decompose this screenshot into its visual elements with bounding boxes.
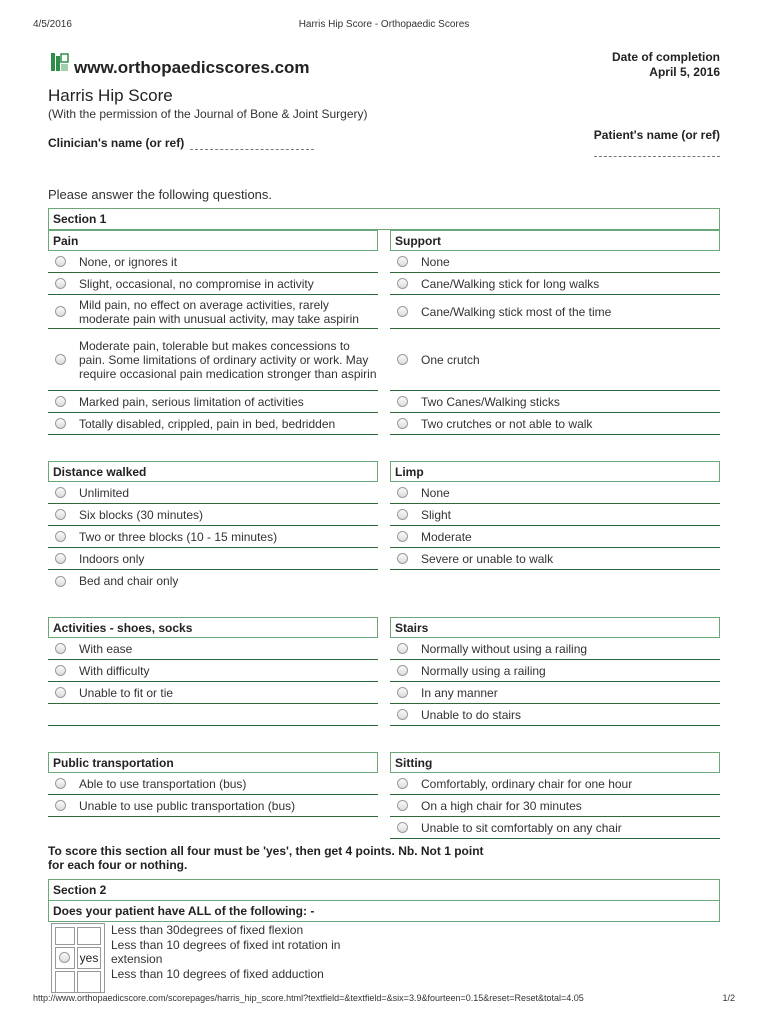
support-option[interactable]: Cane/Walking stick most of the time — [390, 295, 720, 329]
radio-button[interactable] — [397, 687, 408, 698]
sitting-group — [390, 752, 720, 839]
public-transportation-option[interactable]: Able to use transportation (bus) — [48, 773, 378, 795]
stairs-option[interactable]: Normally using a railing — [390, 660, 720, 682]
activities-option[interactable]: With difficulty — [48, 660, 378, 682]
criterion-item: Less than 30degrees of fixed flexion — [111, 923, 304, 937]
pain-option[interactable]: None, or ignores it — [48, 251, 378, 273]
radio-button[interactable] — [55, 418, 66, 429]
radio-button[interactable] — [397, 643, 408, 654]
radio-button[interactable] — [55, 687, 66, 698]
limp-group — [390, 461, 720, 570]
page-number: 1/2 — [722, 993, 735, 1003]
radio-button[interactable] — [55, 396, 66, 407]
radio-button[interactable] — [397, 487, 408, 498]
support-group — [390, 230, 720, 435]
radio-button[interactable] — [55, 553, 66, 564]
support-option[interactable]: One crutch — [390, 329, 720, 391]
radio-button[interactable] — [55, 643, 66, 654]
pain-option[interactable]: Mild pain, no effect on average activities, rarely moderate pain with unusual activity, may take aspirin — [48, 295, 378, 329]
pain-option[interactable]: Slight, occasional, no compromise in activity — [48, 273, 378, 295]
distance-walked-option[interactable]: Bed and chair only — [48, 570, 378, 592]
yes-grid — [48, 923, 108, 993]
support-header: Support — [390, 230, 720, 251]
distance-walked-option[interactable]: Two or three blocks (10 - 15 minutes) — [48, 526, 378, 548]
criterion-item: Less than 10 degrees of fixed int rotation in extension — [111, 937, 341, 966]
clinician-label: Clinician's name (or ref) — [48, 136, 185, 150]
clinician-name-field[interactable] — [190, 149, 314, 150]
completion-date: April 5, 2016 — [649, 65, 720, 79]
section-2-question-text: Does your patient have ALL of the following: - — [53, 904, 315, 918]
radio-button[interactable] — [397, 709, 408, 720]
activities-empty-row — [48, 704, 378, 726]
radio-button[interactable] — [397, 778, 408, 789]
pain-option[interactable]: Marked pain, serious limitation of activities — [48, 391, 378, 413]
radio-button[interactable] — [55, 800, 66, 811]
patient-label: Patient's name (or ref) — [593, 128, 720, 142]
radio-button[interactable] — [55, 665, 66, 676]
stairs-option[interactable]: Normally without using a railing — [390, 638, 720, 660]
radio-button[interactable] — [55, 306, 66, 317]
section-2-label: Section 2 — [53, 883, 107, 897]
distance-walked-option[interactable]: Six blocks (30 minutes) — [48, 504, 378, 526]
print-title: Harris Hip Score - Orthopaedic Scores — [298, 19, 470, 30]
radio-button[interactable] — [55, 256, 66, 267]
radio-button[interactable] — [55, 487, 66, 498]
site-link[interactable]: www.orthopaedicscores.com — [74, 58, 310, 77]
pain-option[interactable]: Moderate pain, tolerable but makes concessions to pain. Some limitations of ordinary activity or work. May require occasional pain medication stronger than aspirin — [48, 329, 378, 391]
print-date: 4/5/2016 — [33, 19, 72, 30]
public-transportation-option[interactable]: Unable to use public transportation (bus) — [48, 795, 378, 817]
sitting-option[interactable]: Unable to sit comfortably on any chair — [390, 817, 720, 839]
activities-header: Activities - shoes, socks — [48, 617, 378, 638]
stairs-option[interactable]: In any manner — [390, 682, 720, 704]
pain-option[interactable]: Totally disabled, crippled, pain in bed, bedridden — [48, 413, 378, 435]
pain-header: Pain — [48, 230, 378, 251]
radio-button[interactable] — [397, 509, 408, 520]
section-1-header — [48, 208, 720, 230]
radio-button[interactable] — [397, 418, 408, 429]
radio-button[interactable] — [397, 800, 408, 811]
distance-walked-group — [48, 461, 378, 592]
support-option[interactable]: Cane/Walking stick for long walks — [390, 273, 720, 295]
stairs-group — [390, 617, 720, 726]
radio-button[interactable] — [55, 278, 66, 289]
yes-label: yes — [77, 947, 101, 969]
permission-note: (With the permission of the Journal of Bone & Joint Surgery) — [48, 107, 368, 121]
sitting-option[interactable]: On a high chair for 30 minutes — [390, 795, 720, 817]
public-transportation-header: Public transportation — [48, 752, 378, 773]
orthopaedicscores-logo-icon — [50, 52, 70, 72]
limp-option[interactable]: None — [390, 482, 720, 504]
sitting-header: Sitting — [390, 752, 720, 773]
radio-button[interactable] — [397, 306, 408, 317]
print-url: http://www.orthopaedicscore.com/scorepages/harris_hip_score.html?textfield=&textfield=&six=3.9&fourteen=0.15&reset=Reset&total=4.05 — [33, 993, 584, 1003]
support-option[interactable]: Two Canes/Walking sticks — [390, 391, 720, 413]
radio-button[interactable] — [397, 256, 408, 267]
sitting-option[interactable]: Comfortably, ordinary chair for one hour — [390, 773, 720, 795]
radio-button[interactable] — [397, 665, 408, 676]
distance-walked-option[interactable]: Unlimited — [48, 482, 378, 504]
limp-option[interactable]: Severe or unable to walk — [390, 548, 720, 570]
section-2-criteria — [111, 923, 371, 981]
radio-button[interactable] — [397, 553, 408, 564]
yes-grid-cell — [55, 971, 75, 993]
radio-button[interactable] — [397, 396, 408, 407]
completion-label: Date of completion — [611, 50, 720, 64]
support-option[interactable]: Two crutches or not able to walk — [390, 413, 720, 435]
yes-radio-cell — [55, 947, 75, 969]
page-title: Harris Hip Score — [48, 86, 173, 105]
radio-button[interactable] — [55, 778, 66, 789]
stairs-header: Stairs — [390, 617, 720, 638]
radio-button[interactable] — [397, 531, 408, 542]
activities-option[interactable]: Unable to fit or tie — [48, 682, 378, 704]
radio-button[interactable] — [55, 531, 66, 542]
activities-option[interactable]: With ease — [48, 638, 378, 660]
activities-group — [48, 617, 378, 726]
radio-button[interactable] — [55, 509, 66, 520]
section-2-question — [48, 900, 720, 922]
radio-button[interactable] — [55, 354, 66, 365]
stairs-option[interactable]: Unable to do stairs — [390, 704, 720, 726]
yes-grid-cell — [77, 971, 101, 993]
radio-button[interactable] — [55, 576, 66, 587]
section-2-header — [48, 879, 720, 901]
limp-option[interactable]: Slight — [390, 504, 720, 526]
yes-grid-cell — [77, 927, 101, 945]
distance-walked-option[interactable]: Indoors only — [48, 548, 378, 570]
support-option[interactable]: None — [390, 251, 720, 273]
pain-group — [48, 230, 378, 435]
patient-name-field[interactable] — [594, 156, 720, 157]
section-1-label: Section 1 — [53, 212, 107, 226]
radio-button[interactable] — [397, 822, 408, 833]
yes-radio-button[interactable] — [59, 952, 70, 963]
intro-text: Please answer the following questions. — [48, 187, 273, 202]
criterion-item: Less than 10 degrees of fixed adduction — [111, 966, 324, 981]
limp-header: Limp — [390, 461, 720, 482]
scoring-note: To score this section all four must be 'yes', then get 4 points. Nb. Not 1 point for each four or nothing. — [48, 844, 484, 872]
distance-walked-header: Distance walked — [48, 461, 378, 482]
radio-button[interactable] — [397, 278, 408, 289]
public-transportation-group — [48, 752, 378, 817]
yes-grid-cell — [55, 927, 75, 945]
limp-option[interactable]: Moderate — [390, 526, 720, 548]
radio-button[interactable] — [397, 354, 408, 365]
